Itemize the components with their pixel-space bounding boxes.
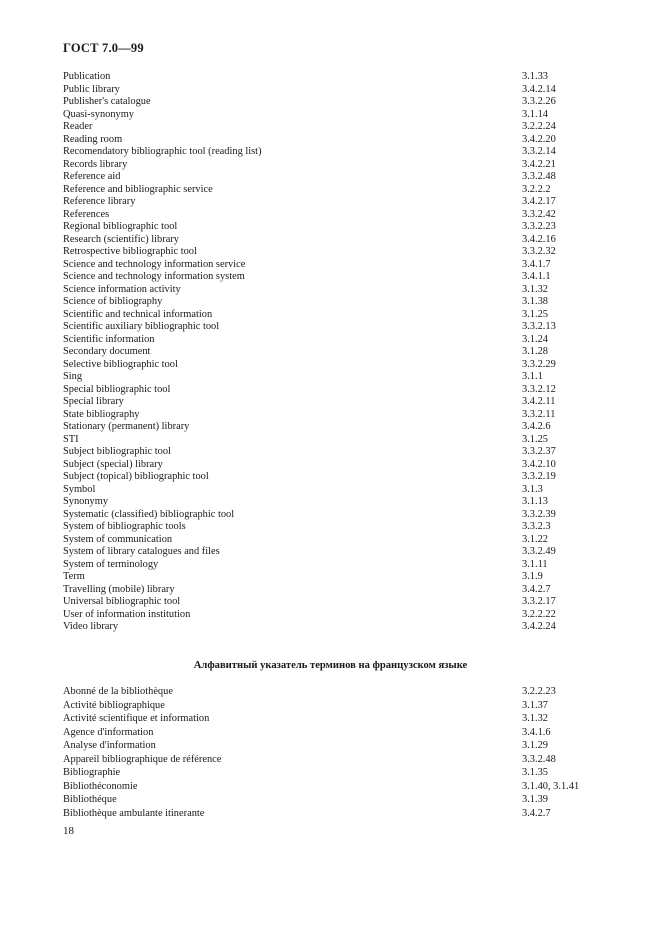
index-term: Appareil bibliographique de référence [63,753,222,765]
french-term-index [63,685,603,820]
index-reference: 3.3.2.48 [522,753,556,765]
index-entry [63,396,603,409]
index-reference: 3.2.2.24 [522,121,556,132]
index-term: Public library [63,83,120,95]
index-reference: 3.4.2.16 [522,233,556,245]
french-index-title: Алфавитный указатель терминов на французском языке [193,660,468,671]
index-reference: 3.2.2.22 [522,608,556,620]
index-reference: 3.4.2.10 [522,458,556,470]
index-entry [63,509,603,522]
index-reference: 3.4.2.7 [522,583,551,595]
index-reference: 3.1.25 [522,308,548,320]
index-entry [63,334,603,347]
index-reference: 3.3.2.32 [522,246,556,257]
index-reference: 3.1.33 [522,71,548,82]
index-entry [63,559,603,572]
index-entry [63,571,603,584]
index-reference: 3.3.2.42 [522,208,556,220]
index-reference: 3.2.2.2 [522,183,551,195]
index-entry [63,196,603,209]
index-entry [63,371,603,384]
index-term: Recomendatory bibliographic tool (reading list) [63,146,262,157]
index-entry [63,109,603,122]
index-entry [63,159,603,172]
index-term: State bibliography [63,408,140,420]
index-term: Stationary (permanent) library [63,421,190,432]
index-reference: 3.3.2.12 [522,383,556,395]
index-term: System of communication [63,533,173,545]
index-entry [63,584,603,597]
index-reference: 3.4.2.7 [522,807,551,819]
index-entry [63,739,603,753]
index-term: Bibliographie [63,767,121,778]
index-reference: 3.1.11 [522,558,548,570]
index-entry [63,359,603,372]
index-term: System of terminology [63,558,159,570]
index-term: Special bibliographic tool [63,383,171,395]
index-term: System of library catalogues and files [63,546,220,557]
index-entry [63,96,603,109]
index-term: Reference and bibliographic service [63,183,213,195]
index-entry [63,296,603,309]
index-entry [63,384,603,397]
index-term: Science and technology information system [63,271,245,282]
index-reference: 3.4.2.17 [522,196,556,207]
index-term: Scientific and technical information [63,308,213,320]
index-entry [63,271,603,284]
index-entry [63,321,603,334]
index-term: Regional bibliographic tool [63,221,178,232]
index-term: Scientific auxiliary bibliographic tool [63,321,220,332]
index-term: Term [63,571,85,582]
index-term: Symbol [63,483,96,495]
index-term: Science and technology information service [63,258,246,270]
index-entry [63,259,603,272]
index-reference: 3.4.2.14 [522,83,556,95]
index-entry [63,712,603,726]
index-term: Records library [63,158,128,170]
index-entry [63,807,603,821]
index-term: Quasi-synonymy [63,108,134,120]
index-term: Subject bibliographic tool [63,446,171,457]
index-reference: 3.4.2.11 [522,396,556,407]
index-term: Activité scientifique et information [63,713,210,724]
index-entry [63,546,603,559]
index-term: References [63,208,110,220]
index-reference: 3.1.14 [522,108,548,120]
index-entry [63,209,603,222]
index-reference: 3.4.2.21 [522,158,556,170]
english-term-index [63,71,603,634]
index-reference: 3.4.2.20 [522,133,556,145]
index-entry [63,184,603,197]
index-entry [63,780,603,794]
index-entry [63,484,603,497]
index-entry [63,84,603,97]
index-entry [63,346,603,359]
index-term: Secondary document [63,346,151,357]
index-term: Science of bibliography [63,296,163,307]
index-reference: 3.1.22 [522,533,548,545]
index-term: Selective bibliographic tool [63,358,178,370]
index-term: Synonymy [63,496,109,507]
index-reference: 3.3.2.13 [522,321,556,332]
index-term: Reference aid [63,171,121,182]
index-reference: 3.3.2.23 [522,221,556,232]
index-reference: 3.3.2.49 [522,546,556,557]
index-entry [63,446,603,459]
index-reference: 3.3.2.29 [522,358,556,370]
index-term: Abonné de la bibliothèque [63,686,173,697]
index-term: System of bibliographic tools [63,521,186,532]
index-reference: 3.1.9 [522,571,543,582]
index-reference: 3.4.1.1 [522,271,551,282]
index-entry [63,146,603,159]
index-term: Bibliothéconomie [63,780,138,792]
index-term: Reader [63,121,93,132]
index-term: Research (scientific) library [63,233,179,245]
index-reference: 3.1.37 [522,699,548,711]
index-entry [63,496,603,509]
index-reference: 3.1.38 [522,296,548,307]
index-reference: 3.1.29 [522,740,548,751]
index-reference: 3.1.28 [522,346,548,357]
index-reference: 3.3.2.11 [522,408,556,420]
index-term: Bibliothéque [63,794,117,805]
index-reference: 3.3.2.14 [522,146,556,157]
index-entry [63,621,603,634]
index-term: Systematic (classified) bibliographic tool [63,508,235,520]
index-reference: 3.4.2.24 [522,621,556,632]
index-entry [63,685,603,699]
index-reference: 3.3.2.39 [522,508,556,520]
index-reference: 3.1.25 [522,433,548,445]
index-reference: 3.4.1.6 [522,726,551,738]
index-entry [63,421,603,434]
index-term: Science information activity [63,283,181,295]
index-entry [63,434,603,447]
index-entry [63,284,603,297]
index-entry [63,246,603,259]
index-reference: 3.3.2.26 [522,96,556,107]
index-term: Retrospective bibliographic tool [63,246,197,257]
index-entry [63,699,603,713]
index-term: Analyse d'information [63,740,156,751]
index-reference: 3.1.13 [522,496,548,507]
index-entry [63,521,603,534]
index-entry [63,766,603,780]
index-term: Agence d'information [63,726,154,738]
index-term: Video library [63,621,119,632]
index-reference: 3.3.2.48 [522,171,556,182]
index-term: Universal bibliographic tool [63,596,181,607]
index-reference: 3.3.2.3 [522,521,551,532]
index-reference: 3.4.2.6 [522,421,551,432]
index-term: User of information institution [63,608,191,620]
page-number: 18 [63,825,74,837]
index-term: STI [63,433,79,445]
index-reference: 3.1.32 [522,283,548,295]
index-term: Scientific information [63,333,155,345]
index-term: Publication [63,71,111,82]
index-reference: 3.4.1.7 [522,258,551,270]
index-entry [63,171,603,184]
index-term: Sing [63,371,83,382]
index-entry [63,753,603,767]
index-entry [63,596,603,609]
index-entry [63,793,603,807]
index-entry [63,471,603,484]
index-term: Travelling (mobile) library [63,583,175,595]
index-reference: 3.1.24 [522,333,548,345]
index-entry [63,134,603,147]
index-reference: 3.3.2.19 [522,471,556,482]
index-entry [63,409,603,422]
index-term: Subject (topical) bibliographic tool [63,471,209,482]
index-reference: 3.3.2.37 [522,446,556,457]
index-term: Publisher's catalogue [63,96,151,107]
index-term: Special library [63,396,124,407]
index-entry [63,234,603,247]
index-entry [63,309,603,322]
index-entry [63,534,603,547]
index-term: Reference library [63,196,136,207]
index-term: Subject (special) library [63,458,163,470]
index-reference: 3.1.1 [522,371,543,382]
index-reference: 3.1.40, 3.1.41 [522,780,580,792]
index-reference: 3.3.2.17 [522,596,556,607]
index-entry [63,459,603,472]
index-entry [63,609,603,622]
index-entry [63,71,603,84]
index-reference: 3.2.2.23 [522,686,556,697]
index-entry [63,221,603,234]
index-entry [63,121,603,134]
index-reference: 3.1.32 [522,713,548,724]
index-term: Bibliothèque ambulante itinerante [63,807,205,819]
index-reference: 3.1.35 [522,767,548,778]
index-term: Activité bibliographique [63,699,165,711]
document-code: ГОСТ 7.0—99 [63,41,144,55]
index-term: Reading room [63,133,123,145]
index-reference: 3.1.39 [522,794,548,805]
index-entry [63,726,603,740]
index-reference: 3.1.3 [522,483,543,495]
